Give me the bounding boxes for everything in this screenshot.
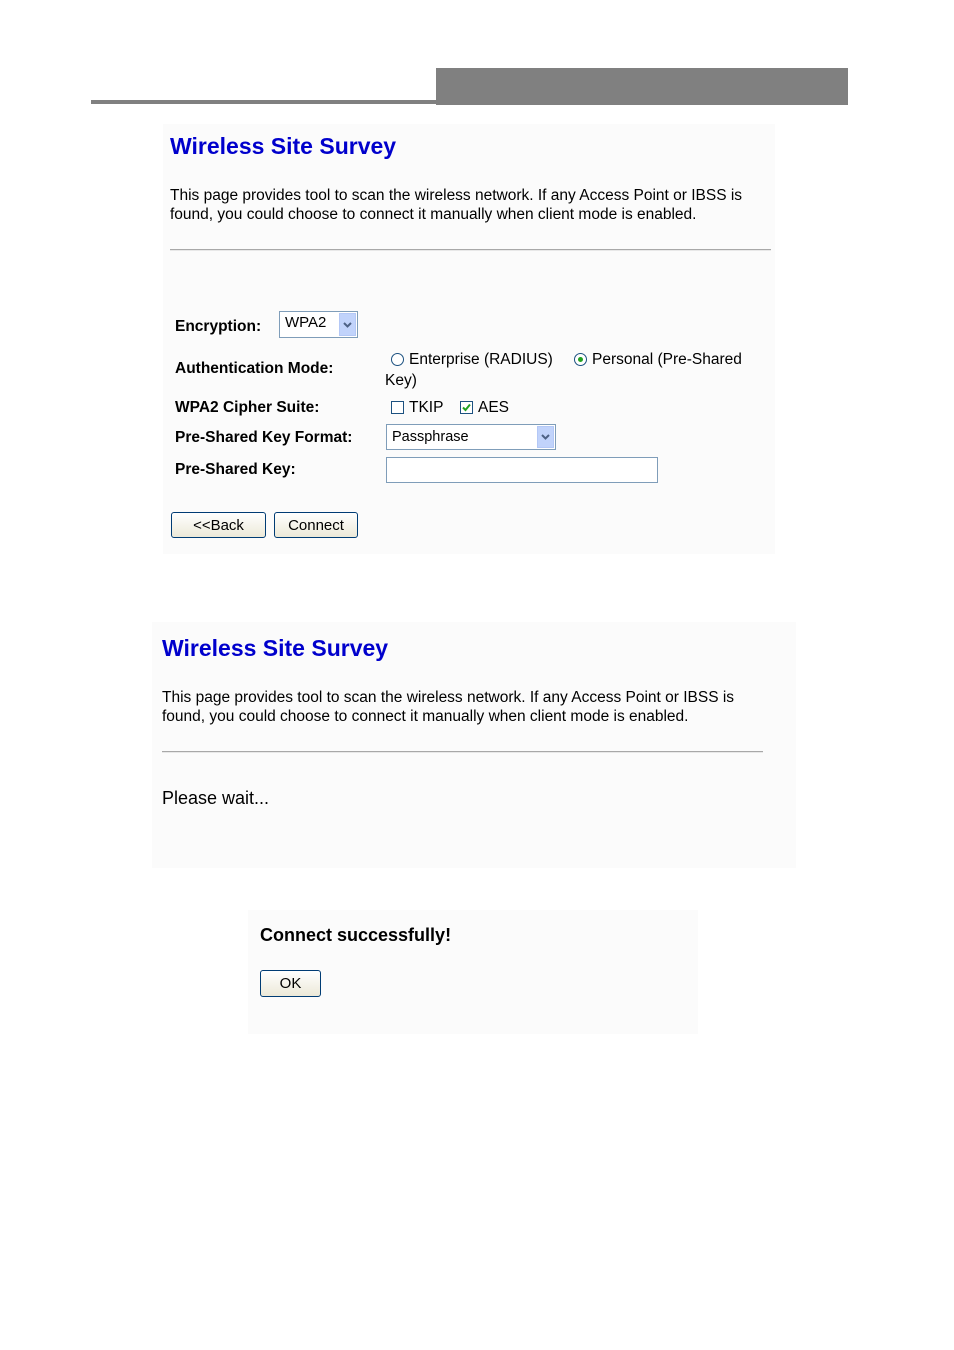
ok-button[interactable]: OK (260, 970, 321, 997)
auth-personal-label: Personal (Pre-Shared (592, 351, 742, 368)
cipher-suite-label: WPA2 Cipher Suite: (175, 399, 320, 416)
cipher-tkip-label: TKIP (409, 399, 444, 416)
connect-button[interactable]: Connect (274, 512, 358, 538)
page-description: This page provides tool to scan the wireless network. If any Access Point or IBSS is found, you could choose to connect it manually when client mode is enabled. (170, 187, 743, 223)
auth-personal-radio[interactable] (574, 353, 587, 366)
wait-page-title: Wireless Site Survey (162, 635, 389, 661)
header-bar (436, 68, 848, 105)
wait-page-description: This page provides tool to scan the wireless network. If any Access Point or IBSS is found, you could choose to connect it manually when client mode is enabled. (162, 689, 735, 725)
auth-enterprise-label: Enterprise (RADIUS) (409, 351, 553, 368)
chevron-down-icon[interactable] (537, 426, 554, 448)
cipher-tkip-checkbox[interactable] (391, 401, 404, 414)
connect-success-message: Connect successfully! (260, 925, 452, 945)
wait-divider (162, 751, 763, 753)
auth-personal-label-cont: Key) (385, 372, 417, 389)
please-wait-message: Please wait... (162, 788, 270, 808)
auth-enterprise-radio[interactable] (391, 353, 404, 366)
encryption-label: Encryption: (175, 318, 262, 335)
checkmark-icon (461, 402, 472, 413)
pre-shared-key-input[interactable] (386, 457, 658, 483)
encryption-select-value: WPA2 (285, 314, 327, 331)
header-rule (91, 100, 436, 104)
key-format-select[interactable] (386, 424, 556, 450)
pre-shared-key-label: Pre-Shared Key: (175, 461, 296, 478)
divider (170, 249, 771, 251)
auth-mode-label: Authentication Mode: (175, 360, 334, 377)
chevron-down-icon[interactable] (339, 313, 356, 336)
back-button[interactable]: <<Back (171, 512, 266, 538)
cipher-aes-checkbox[interactable] (460, 401, 473, 414)
key-format-label: Pre-Shared Key Format: (175, 429, 353, 446)
page-title: Wireless Site Survey (170, 133, 397, 159)
cipher-aes-label: AES (478, 399, 510, 416)
encryption-select[interactable] (279, 311, 358, 338)
key-format-select-value: Passphrase (392, 429, 469, 445)
